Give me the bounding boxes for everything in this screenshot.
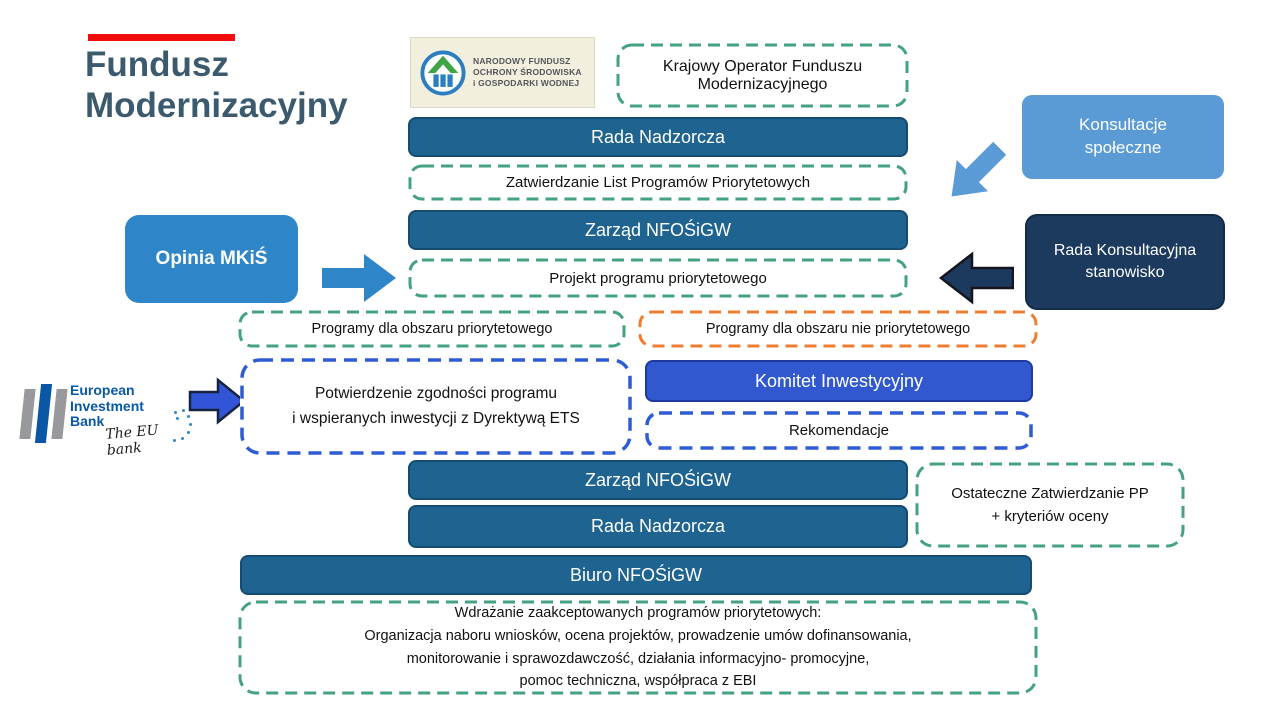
box-rada-konsultacyjna-label: Rada Konsultacyjna stanowisko [1053,241,1197,281]
box-potwierdzenie-line-2: i wspieranych inwestycji z Dyrektywą ETS [292,409,580,427]
box-projekt-programu-label: Projekt programu priorytetowego [549,269,767,287]
eib-name-line-2: Investment [70,397,144,414]
box-ostateczne-line-1: Ostateczne Zatwierdzanie PP [951,484,1149,502]
box-rada-nadzorcza-1-label: Rada Nadzorcza [590,126,726,147]
box-zatwierdzanie-list-label: Zatwierdzanie List Programów Priorytetowych [505,174,811,191]
eib-arrow-right-icon [188,376,246,426]
box-rada-konsultacyjna [1025,214,1225,310]
box-komitet-inwestycyjny [645,360,1033,402]
box-potwierdzenie-ets [240,358,632,455]
box-biuro-nfosigw-label: Biuro NFOŚiGW [569,564,702,585]
title-accent-bar [88,34,235,41]
box-krajowy-operator [616,43,909,108]
eib-stars-decoration [176,417,179,420]
box-konsultacje-label: Konsultacje społeczne [1079,115,1167,157]
box-komitet-inwestycyjny-label: Komitet Inwestycyjny [754,370,924,391]
box-zatwierdzanie-list [408,164,908,201]
nfosigw-logo-text [473,56,582,89]
box-wdrazanie-line-4: pomoc techniczna, współpraca z EBI [519,673,757,690]
box-zarzad-1-label: Zarząd NFOŚiGW [584,219,731,240]
arrow-right-icon [322,252,398,304]
box-wdrazanie [238,600,1038,695]
arrow-left-icon [938,250,1014,306]
box-opinia-mkis [125,215,298,303]
eib-name-line-3: Bank [70,413,105,430]
page-title: Fundusz Modernizacyjny [85,45,348,126]
box-zarzad-2-label: Zarząd NFOŚiGW [584,469,731,490]
box-wdrazanie-line-3: monitorowanie i sprawozdawczość, działania informacyjno- promocyjne, [406,650,870,667]
box-ostateczne-zatwierdzanie [915,462,1185,548]
box-programy-priorytetowe-label: Programy dla obszaru priorytetowego [311,321,553,337]
box-programy-nie-priorytetowe-label: Programy dla obszaru nie priorytetowego [705,321,971,337]
box-potwierdzenie-line-1: Potwierdzenie zgodności programu [314,385,558,403]
nfosigw-logo-icon [420,50,466,96]
eib-logo-name [70,383,144,430]
eib-logo-bar [35,384,52,443]
box-rada-nadzorcza-1 [408,117,908,157]
box-konsultacje [1022,95,1224,179]
arrow-down-left-icon [928,126,1021,219]
box-programy-nie-priorytetowe [638,310,1038,348]
box-zarzad-2 [408,460,908,500]
box-krajowy-operator-label: Krajowy Operator Funduszu Modernizacyjnego [662,57,863,93]
eib-logo-bar [19,389,35,439]
box-opinia-mkis-label: Opinia MKiŚ [155,248,268,269]
box-rada-nadzorcza-2 [408,505,908,548]
box-wdrazanie-line-2: Organizacja naboru wniosków, ocena projektów, prowadzenie umów dofinansowania, [364,627,912,644]
box-programy-priorytetowe [238,310,626,348]
nfosigw-logo-line-1: NARODOWY FUNDUSZ [473,55,571,66]
box-rekomendacje [645,411,1033,450]
box-biuro-nfosigw [240,555,1032,595]
nfosigw-logo [410,37,595,108]
eib-tagline: The EU bank [104,422,160,459]
box-wdrazanie-line-1: Wdrażanie zaakceptowanych programów priorytetowych: [454,604,822,621]
box-rekomendacje-label: Rekomendacje [788,422,890,439]
box-rada-nadzorcza-2-label: Rada Nadzorcza [590,516,726,536]
box-projekt-programu [408,258,908,298]
eib-logo-bar [51,389,67,439]
box-zarzad-1 [408,210,908,250]
eib-name-line-1: European [70,382,135,398]
nfosigw-logo-line-2: OCHRONY ŚRODOWISKA [473,66,582,77]
eib-logo [8,373,196,459]
box-ostateczne-line-2: + kryteriów oceny [991,508,1109,525]
nfosigw-logo-line-3: i GOSPODARKI WODNEJ [473,78,580,89]
